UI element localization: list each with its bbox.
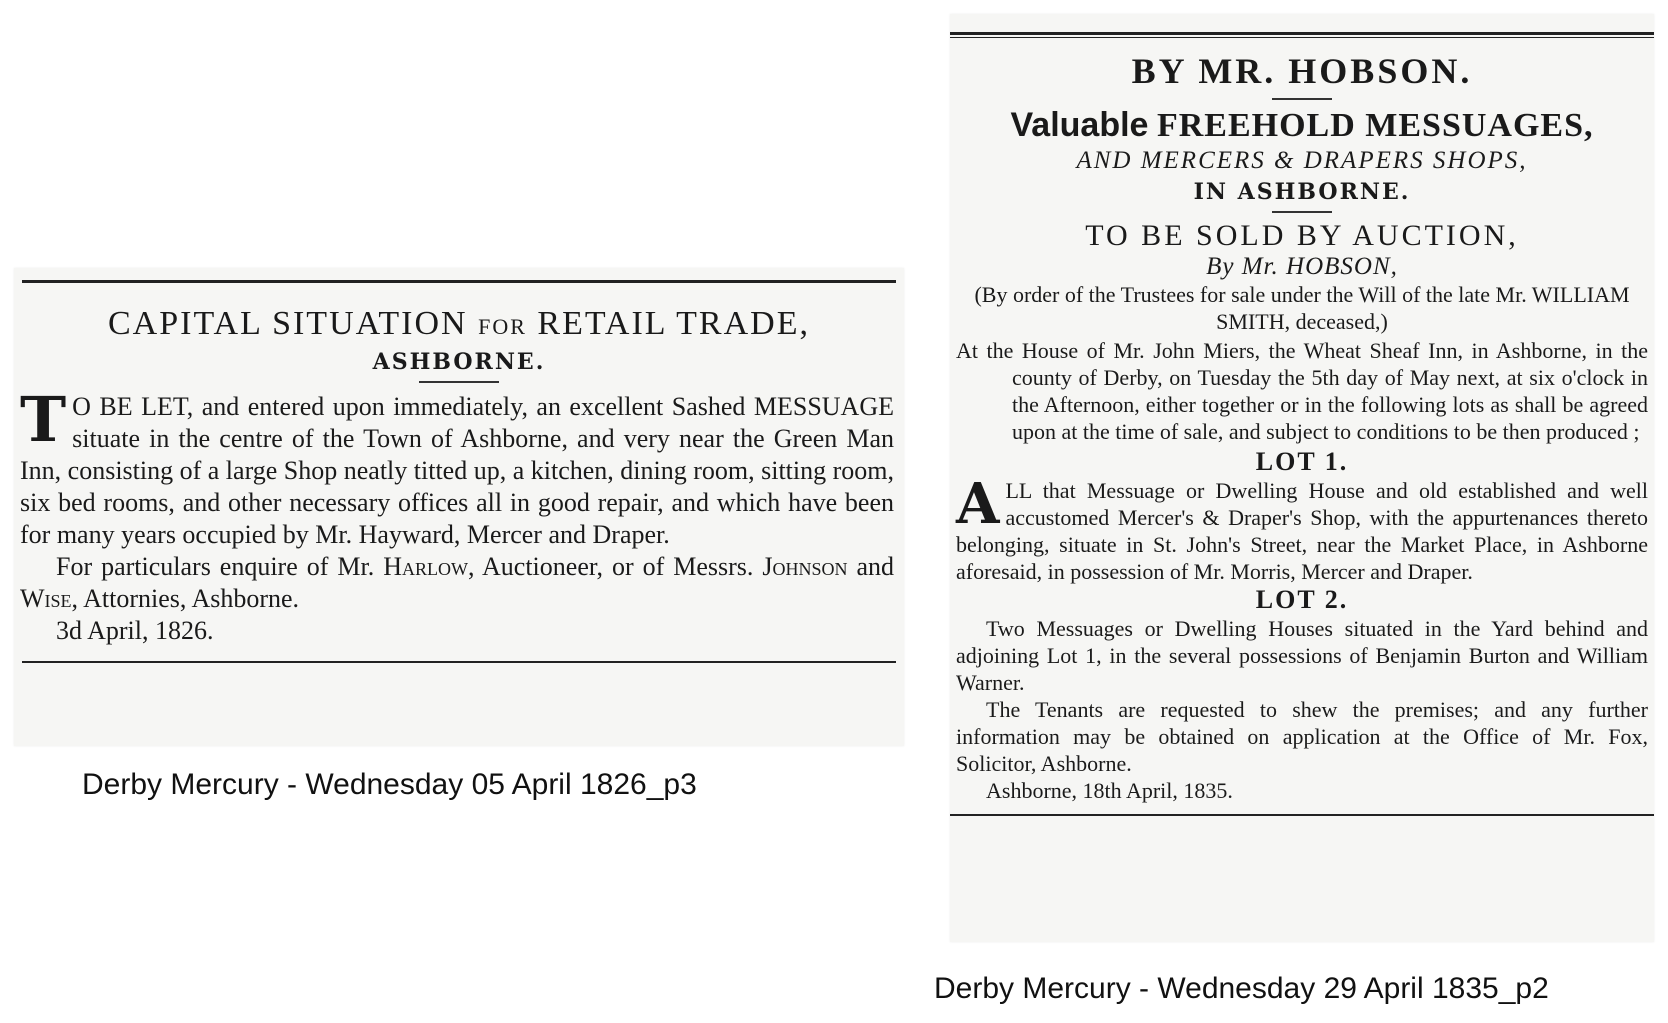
- harlow: Harlow: [383, 552, 468, 581]
- auctioneer: By Mr. HOBSON,: [1206, 253, 1398, 280]
- divider: [419, 381, 499, 383]
- advert-date: Ashborne, 18th April, 1835.: [986, 778, 1233, 803]
- advert-1835-clipping: [950, 14, 1654, 942]
- top-rule: [22, 280, 896, 283]
- headline: [14, 305, 904, 343]
- body-first-paragraph: O BE LET, and entered upon immediately, an excellent Sashed MESSUAGE situate in the centre of the Town of Ashborne, and very near the Green Man Inn, consisting of a large Shop neatly titted up, a kitchen, dining room, sitting room, six bed rooms, and other necessary offices all in good repair, and which have been for many years occupied by Mr. Hayward, Mercer and Draper.: [20, 392, 895, 549]
- headline-part-b: RETAIL TRADE,: [537, 305, 810, 342]
- body-text: [14, 383, 904, 551]
- caption-1835: Derby Mercury - Wednesday 29 April 1835_p2: [934, 972, 1549, 1005]
- byline: BY MR. HOBSON.: [1131, 51, 1473, 91]
- tenants-notice: The Tenants are requested to shew the premises; and any further information may be obtained on application at the Office of Mr. Fox, Solicitor, Ashborne.: [956, 697, 1648, 776]
- bottom-rule: [22, 661, 896, 663]
- subtitle: AND MERCERS & DRAPERS SHOPS,: [1076, 147, 1528, 174]
- town-name: IN ASHBORNE.: [1193, 179, 1411, 205]
- headline-for: FOR: [478, 314, 527, 339]
- wise: Wise: [20, 584, 72, 613]
- johnson: Johnson: [762, 552, 848, 581]
- lot-2-heading: LOT 2.: [1255, 585, 1349, 614]
- lot-1-drop-cap: A: [956, 471, 1000, 537]
- headline-part-a: CAPITAL SITUATION: [108, 305, 468, 342]
- divider: [1272, 98, 1332, 100]
- lot-1-heading: LOT 1.: [1255, 447, 1349, 476]
- caption-1826: Derby Mercury - Wednesday 05 April 1826_p3: [82, 768, 697, 801]
- title-freehold: FREEHOLD MESSUAGES,: [1156, 107, 1594, 144]
- particulars: For particulars enquire of Mr. Harlow, Auctioneer, or of Messrs. Johnson and Wise, Attornies, Ashborne.: [20, 552, 895, 613]
- sale-place: At the House of Mr. John Miers, the Wheat Sheaf Inn, in Ashborne, in the county of Derby, on Tuesday the 5th day of May next, at six o'clock in the Afternoon, either together or in the following lots as shall be agreed upon at the time of sale, and subject to conditions to be then produced ;: [956, 338, 1648, 444]
- advert-1826-clipping: [14, 268, 904, 746]
- lot-2-text: Two Messuages or Dwelling Houses situated in the Yard behind and adjoining Lot 1, in the several possessions of Benjamin Burton and William Warner.: [956, 616, 1648, 695]
- title-valuable: Valuable: [1010, 106, 1149, 144]
- advert-date: 3d April, 1826.: [56, 616, 214, 645]
- bottom-rule: [950, 814, 1654, 816]
- auction-heading: TO BE SOLD BY AUCTION,: [1085, 219, 1519, 252]
- drop-cap: T: [20, 383, 67, 456]
- top-rule: [950, 32, 1654, 38]
- town-name: ASHBORNE.: [372, 349, 546, 375]
- divider-2: [1272, 211, 1332, 213]
- title: [950, 106, 1654, 145]
- trustees-order: (By order of the Trustees for sale under the Will of the late Mr. WILLIAM SMITH, deceased,): [974, 282, 1630, 334]
- lot-1-text: A LL that Messuage or Dwelling House and old established and well accustomed Mercer's & Draper's Shop, with the appurtenances thereto belonging, situate in St. John's Street, near the Market Place, in Ashborne aforesaid, in possession of Mr. Morris, Mercer and Draper.: [956, 471, 1648, 584]
